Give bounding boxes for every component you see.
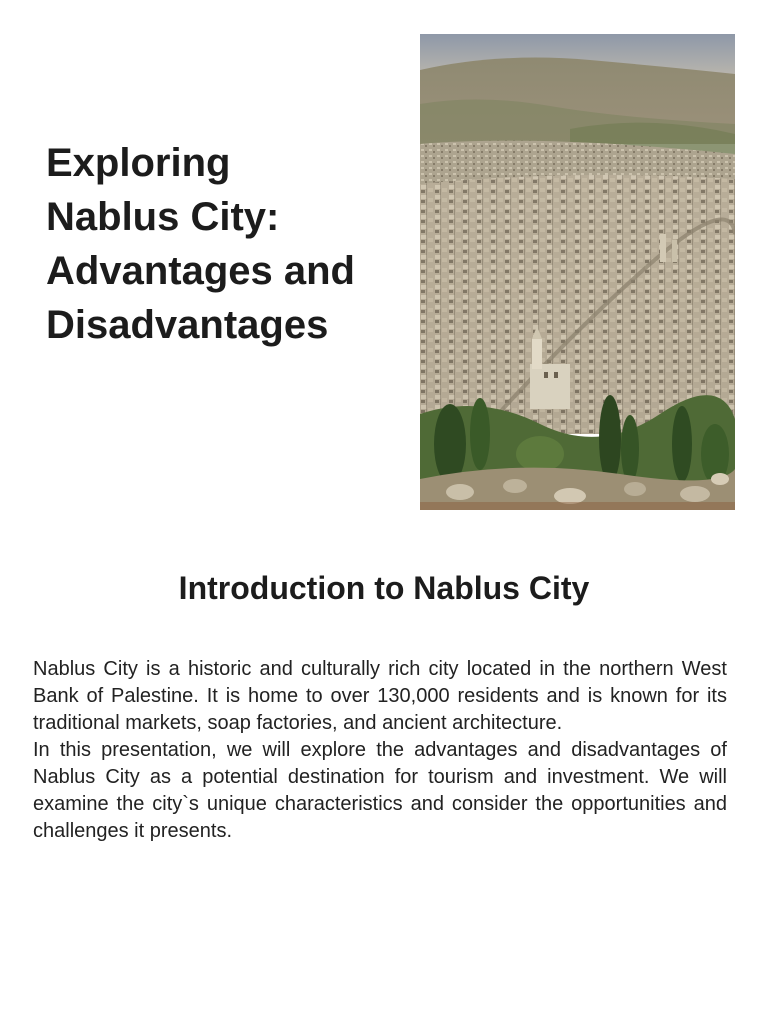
- intro-paragraph-1: Nablus City is a historic and culturally rich city located in the northern West Bank of Palestine. It is home to over 130,000 residents and is known for its traditional markets, soap factories, and ancient architecture.: [33, 658, 727, 734]
- section-heading: Introduction to Nablus City: [178, 570, 590, 606]
- title-line-3: Advantages and: [46, 249, 355, 293]
- city-aerial-photo: [420, 34, 735, 510]
- slide-title: [46, 136, 406, 352]
- intro-body: [33, 656, 727, 845]
- city-photo-illustration: [420, 34, 735, 510]
- title-line-4: Disadvantages: [46, 303, 329, 347]
- title-line-1: Exploring: [46, 141, 231, 185]
- intro-paragraph-2: In this presentation, we will explore the advantages and disadvantages of Nablus City as a potential destination for tourism and investment. We will examine the city`s unique characteristics and consider the opportunities and challenges it presents.: [33, 739, 727, 842]
- title-line-2: Nablus City:: [46, 195, 280, 239]
